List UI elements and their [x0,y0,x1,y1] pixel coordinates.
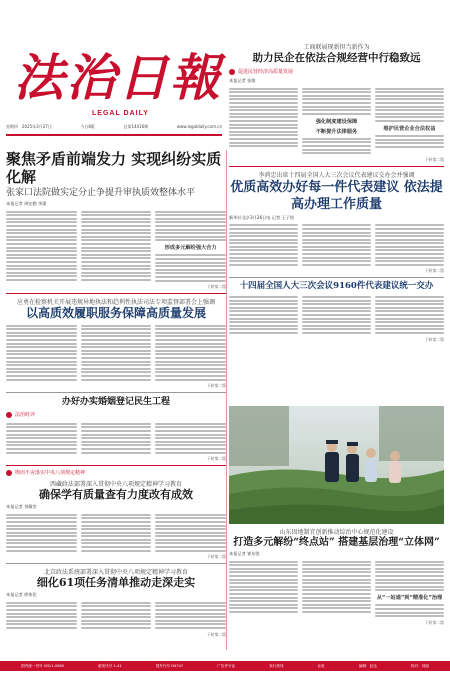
business-byline: 本报记者 张维 [229,78,256,83]
tag-icon [6,470,12,476]
lead-subtitle: 张家口法院做实定分止争提升审执质效整体水平 [6,188,196,198]
marriage-article[interactable] [6,396,226,462]
npc-body [229,223,444,268]
masthead-info-bar [6,124,222,132]
procuratorate-continued[interactable]: 下转第二版 [207,383,226,389]
business-kicker: 工商联展现新担当新作为 [303,44,370,51]
business-headline[interactable]: 助力民企在依法合规经营中行稳致远 [252,52,421,64]
lead-subhead: 形成多元解纷强大合力 [164,245,217,252]
footer-item: 国外代号 D4747 [155,663,184,668]
xizang-byline: 本报记者 刘耀堂 [6,504,37,510]
footer-item: 社址 [317,663,325,668]
shandong-continued[interactable]: 下转第二版 [425,619,444,625]
police-officer-1 [325,440,339,482]
shandong-byline: 本报记者 崔东凯 [229,551,260,556]
marriage-continued[interactable]: 下转第二版 [207,456,226,462]
business-continued[interactable]: 下转第二版 [425,156,444,162]
section-rule [6,465,226,466]
commentary-tag: 法治时评 [6,411,226,418]
masthead-rule [6,134,222,136]
footer-item: 发行热线 [269,663,284,668]
beijing-body [6,600,226,630]
newspaper-logo: 法治日報 [14,48,222,107]
lead-byline: 本报记者 周宏勤 李璟 [6,201,47,206]
business-tag: 促进民营经济高质量发展 [229,68,444,75]
shandong-headline[interactable]: 打造多元解纷“终点站” 搭建基层治理“立体网” [233,537,440,548]
marriage-body [6,421,226,455]
procuratorate-kicker: 应勇在检察机关开展违规异地执法和趋利性执法司法专项监督部署会上强调 [16,299,215,307]
xizang-article[interactable] [6,469,226,560]
npc-article[interactable] [229,170,444,275]
marriage-headline[interactable]: 办好办实婚姻登记民生工程 [61,397,170,408]
procuratorate-headline[interactable]: 以高质效履职服务保障高质量发展 [25,306,206,321]
business-subhead-1: 强化制度建设保障 [315,118,358,125]
section-rule [6,392,226,393]
masthead [6,38,222,148]
procuratorate-article[interactable] [6,297,226,389]
section-rule [6,563,226,564]
xizang-continued[interactable]: 下转第二版 [207,554,226,560]
section-rule [229,277,444,278]
procuratorate-body [6,323,226,382]
bottom-margin [0,671,450,683]
xizang-tag: 锲而不舍落实中央八项规定精神 [6,469,226,476]
tag-icon [229,69,235,75]
xizang-headline[interactable]: 确保学有质量查有力度改有成效 [39,488,193,502]
left-column [6,150,226,638]
beijing-continued[interactable]: 下转第二版 [207,631,226,637]
footer-item: 广告许可证 [217,663,236,668]
business-subhead-2: 不断提升法律服务 [315,128,358,135]
shandong-body [229,559,444,619]
business-article[interactable] [229,42,444,163]
right-column [229,42,444,343]
page-count: 今日8版 [80,124,95,129]
issue-number: 总第14416期 [123,124,149,129]
column-divider [226,150,227,650]
shandong-article[interactable] [229,527,444,626]
lead-headline[interactable]: 聚焦矛盾前端发力 实现纠纷实质化解 [6,150,222,186]
news-photo[interactable] [229,406,444,524]
footer-item: 国内统一刊号 CN11-0080 [21,663,64,668]
footer-item: 编辑：赵达 [358,663,377,668]
lead-continued[interactable]: 下转第二版 [207,284,226,290]
lead-body [6,209,226,283]
npc-byline: 新华社北京3月26日电 记者 王子铭 [229,214,295,220]
beijing-byline: 本报记者 徐伟伦 [6,592,37,598]
shandong-kicker: 山东因地制宜创新推动综治中心规范化建设 [279,529,394,536]
business-subhead-3: 维护民营企业合法权益 [383,125,436,132]
npc-kicker: 李鸿忠出席十四届全国人大三次会议代表建议交办会并强调 [258,171,415,179]
shandong-subhead: 从“一站通”到“精准化”治理 [376,595,443,602]
npc-continued[interactable]: 下转第二版 [425,268,444,274]
beijing-kicker: 北京政法系统部署深入贯彻中央八项规定精神学习教育 [43,569,188,577]
npc2-headline[interactable]: 十四届全国人大三次会议9160件代表建议统一交办 [239,281,434,292]
lead-article[interactable] [6,150,226,290]
commentary-icon [6,412,12,418]
npc2-article[interactable] [229,281,444,342]
beijing-headline[interactable]: 细化61项任务清单推动走深走实 [36,576,196,590]
website-link[interactable]: www.legaldaily.com.cn [176,124,222,129]
tea-garden-photo [229,406,444,524]
footer-item: 校对：刘丽 [410,663,429,668]
npc2-body [229,294,444,335]
tea-picker-1 [365,448,377,482]
footer-item: 邮发代号 1-41 [97,663,122,668]
newspaper-logo-en: LEGAL DAILY [92,110,149,117]
section-rule [229,166,444,167]
xizang-kicker: 西藏政法部署深入贯彻中央八项规定精神学习教育 [49,481,182,489]
npc2-continued[interactable]: 下转第二版 [425,336,444,342]
xizang-body [6,512,226,553]
page-footer [0,661,450,671]
tea-picker-2 [389,451,401,483]
npc-headline[interactable]: 优质高效办好每一件代表建议 依法提高办理工作质量 [230,179,443,212]
issue-date: 星期四 2025年3月27日 [6,124,52,129]
beijing-article[interactable] [6,567,226,637]
section-rule [6,293,226,294]
business-body [229,86,444,156]
